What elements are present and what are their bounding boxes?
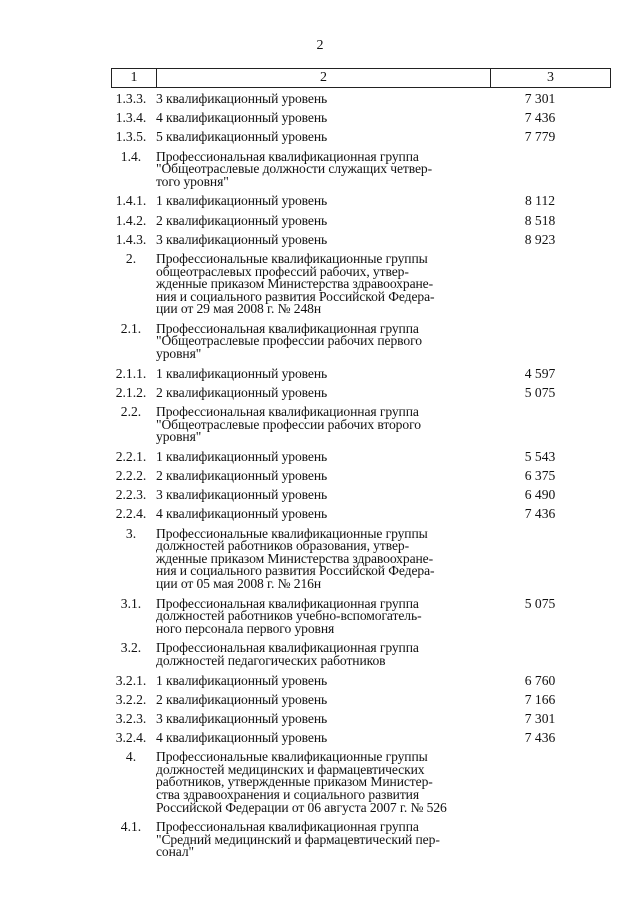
row-number: 2.2.4.: [115, 506, 147, 522]
row-number: 1.3.3.: [115, 91, 147, 106]
row-value: 7 436: [524, 110, 556, 126]
row-name: Профессиональная квалификационная группа должностей педагогических работников: [156, 640, 419, 668]
row-name: 3 квалификационный уровень: [156, 231, 328, 247]
row-value: 5 075: [524, 384, 556, 400]
row-name: 2 квалификационный уровень: [156, 468, 328, 483]
table-row: [106, 485, 610, 504]
row-value: 6 760: [524, 672, 556, 688]
row-name: Профессиональная квалификационная группа "Общеотраслевые профессии рабочих второго уровня": [156, 404, 421, 445]
row-name: Профессиональная квалификационная группа "Общеотраслевые должности служащих четвер- того уровня": [156, 148, 433, 189]
row-number: 3.: [125, 525, 137, 541]
table-row: [106, 108, 610, 127]
row-value: 8 518: [524, 212, 556, 228]
table-header: [111, 68, 611, 88]
row-value: 6 490: [524, 487, 556, 503]
row-name: 3 квалификационный уровень: [156, 710, 328, 726]
row-number: 2.2.: [120, 404, 142, 420]
table-row: [106, 594, 610, 639]
row-number: 2.1.2.: [115, 384, 147, 400]
row-number: 3.2.4.: [115, 730, 147, 746]
row-value: 7 779: [524, 129, 556, 145]
row-name: Профессиональная квалификационная группа "Средний медицинский и фармацевтический пер- сонал": [156, 819, 440, 860]
row-number: 2.2.2.: [115, 468, 147, 483]
row-name: Профессиональная квалификационная группа должностей работников учебно-вспомогатель- ного персонала первого уровня: [156, 595, 422, 636]
table-row: [106, 211, 610, 230]
row-number: 3.2.2.: [115, 691, 147, 707]
row-name: 5 квалификационный уровень: [156, 129, 328, 145]
row-number: 2.: [125, 250, 137, 266]
row-number: 2.2.3.: [115, 487, 147, 503]
row-name: Профессиональные квалификационные группы должностей работников образования, утвер- жденные приказом Министерства здравоохране- ния и социального развития Российской Федера- ции от 05 мая 2008 г. № 216н: [156, 525, 435, 591]
table-row: [106, 319, 610, 364]
row-value: 7 436: [524, 730, 556, 746]
page-number: 2: [316, 38, 324, 53]
row-number: 1.3.4.: [115, 110, 147, 126]
row-name: 2 квалификационный уровень: [156, 691, 328, 707]
row-number: 4.1.: [120, 819, 142, 835]
table-row: [106, 402, 610, 447]
row-number: 2.1.: [120, 320, 142, 336]
row-number: 3.1.: [120, 595, 142, 611]
table-row: [106, 638, 610, 670]
table-row: [106, 147, 610, 192]
table-row: [106, 747, 610, 817]
row-value: 7 436: [524, 506, 556, 522]
row-name: 3 квалификационный уровень: [156, 91, 328, 106]
row-name: 1 квалификационный уровень: [156, 193, 328, 209]
row-value: 5 075: [524, 595, 556, 611]
table-row: [106, 709, 610, 728]
table-row: [106, 364, 610, 383]
row-value: 6 375: [524, 468, 556, 483]
table-row: [106, 690, 610, 709]
table-row: [106, 447, 610, 466]
table-row: [106, 230, 610, 249]
row-name: 4 квалификационный уровень: [156, 110, 328, 126]
row-name: Профессиональные квалификационные группы должностей медицинских и фармацевтических работников, утвержденные приказом Министер- ства здравоохранения и социального развития Российской Федерации от 06 августа 2007 г. № 526: [156, 749, 447, 815]
row-value: 7 166: [524, 691, 556, 707]
header-col-2: 2: [157, 69, 491, 87]
row-number: 3.2.: [120, 640, 142, 656]
row-number: 3.2.1.: [115, 672, 147, 688]
row-name: 1 квалификационный уровень: [156, 672, 328, 688]
row-name: 4 квалификационный уровень: [156, 506, 328, 522]
header-col-3: 3: [547, 70, 554, 85]
table-row: [106, 524, 610, 594]
table-row: [106, 671, 610, 690]
row-name: 1 квалификационный уровень: [156, 365, 328, 381]
table-row: [106, 728, 610, 747]
table-row: [106, 504, 610, 523]
row-number: 2.2.1.: [115, 448, 147, 464]
row-number: 1.4.1.: [115, 193, 147, 209]
row-value: 7 301: [524, 91, 556, 106]
row-name: Профессиональные квалификационные группы общеотраслевых профессий рабочих, утвер- жденные приказом Министерства здравоохране- ния и социального развития Российской Федера- ции от 29 мая 2008 г. № 248н: [156, 250, 435, 317]
row-number: 1.3.5.: [115, 129, 147, 145]
table-row: [106, 817, 610, 862]
table-row: [106, 249, 610, 319]
table-row: [106, 127, 610, 146]
row-value: 4 597: [524, 365, 556, 381]
table-body: [106, 89, 610, 862]
row-value: 5 543: [524, 448, 556, 464]
row-number: 1.4.3.: [115, 231, 147, 247]
row-name: Профессиональная квалификационная группа "Общеотраслевые профессии рабочих первого уровня": [156, 320, 422, 362]
table-row: [106, 466, 610, 485]
table-row: [106, 89, 610, 108]
row-name: 1 квалификационный уровень: [156, 448, 328, 464]
row-number: 3.2.3.: [115, 710, 147, 726]
row-value: 7 301: [524, 710, 556, 726]
row-name: 3 квалификационный уровень: [156, 487, 328, 503]
row-number: 1.4.2.: [115, 212, 147, 228]
row-number: 2.1.1.: [115, 365, 147, 381]
row-number: 1.4.: [120, 148, 142, 164]
header-col-1: 1: [112, 69, 157, 87]
table-row: [106, 383, 610, 402]
row-name: 2 квалификационный уровень: [156, 384, 328, 400]
row-value: 8 923: [524, 231, 556, 247]
row-name: 2 квалификационный уровень: [156, 212, 328, 228]
row-number: 4.: [125, 749, 137, 765]
row-name: 4 квалификационный уровень: [156, 730, 328, 746]
table-row: [106, 191, 610, 210]
row-value: 8 112: [524, 193, 556, 209]
